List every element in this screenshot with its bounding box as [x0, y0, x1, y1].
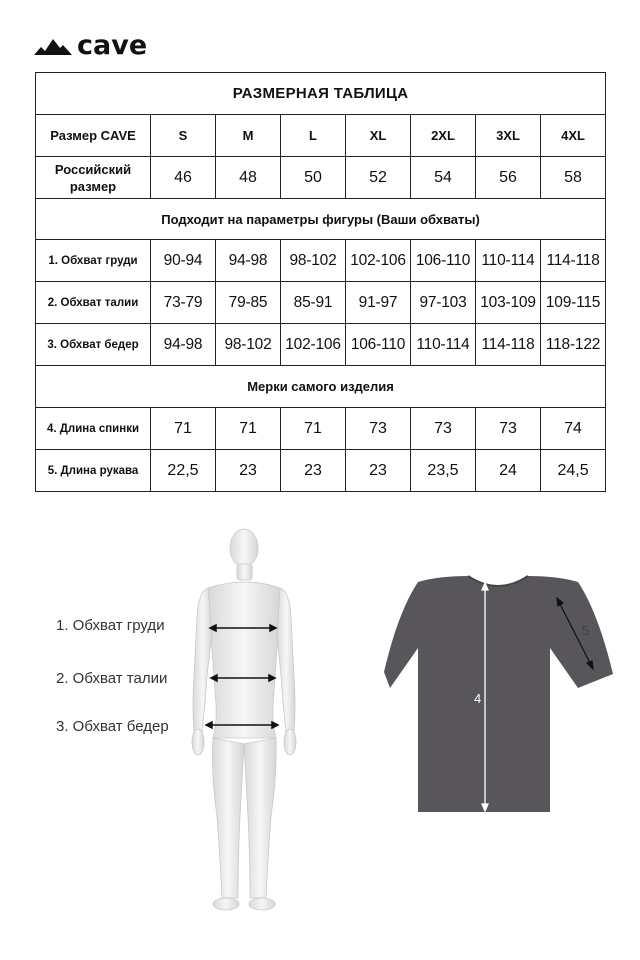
measure-cell: 90-94: [151, 240, 216, 282]
legend-hips: 3. Обхват бедер: [56, 718, 169, 735]
table-row: [36, 324, 606, 366]
measure-label: 3. Обхват бедер: [36, 324, 151, 366]
mountain-icon: [34, 35, 72, 57]
measure-cell: 106-110: [346, 324, 411, 366]
legend-chest: 1. Обхват груди: [56, 617, 165, 634]
measure-cell: 110-114: [476, 240, 541, 282]
measure-label: 4. Длина спинки: [36, 408, 151, 450]
measure-cell: 71: [281, 408, 346, 450]
tshirt-shape: [384, 576, 613, 812]
measure-cell: 102-106: [281, 324, 346, 366]
ru-size-cell: 52: [346, 157, 411, 199]
ru-size-cell: 46: [151, 157, 216, 199]
brand-logo: [34, 30, 148, 61]
measure-cell: 98-102: [216, 324, 281, 366]
measure-cell: 114-118: [541, 240, 606, 282]
table-row: [36, 450, 606, 492]
brand-name: cave: [77, 30, 148, 61]
measure-cell: 85-91: [281, 282, 346, 324]
measure-cell: 73: [411, 408, 476, 450]
measure-cell: 73-79: [151, 282, 216, 324]
size-row: [36, 115, 606, 157]
measure-cell: 74: [541, 408, 606, 450]
mannequin-illustration: [180, 526, 310, 916]
length-label: 4: [474, 691, 482, 706]
ru-size-row: [36, 157, 606, 199]
size-cell: 4XL: [541, 115, 606, 157]
measure-cell: 94-98: [216, 240, 281, 282]
size-row-label: Размер CAVE: [36, 115, 151, 157]
ru-size-cell: 48: [216, 157, 281, 199]
ru-size-cell: 58: [541, 157, 606, 199]
measure-cell: 109-115: [541, 282, 606, 324]
garment-section-title: Мерки самого изделия: [36, 366, 606, 408]
ru-size-cell: 50: [281, 157, 346, 199]
measure-cell: 94-98: [151, 324, 216, 366]
measure-cell: 98-102: [281, 240, 346, 282]
measure-cell: 110-114: [411, 324, 476, 366]
body-section-title: Подходит на параметры фигуры (Ваши обхваты): [36, 199, 606, 240]
measure-cell: 23,5: [411, 450, 476, 492]
size-cell: M: [216, 115, 281, 157]
measure-cell: 79-85: [216, 282, 281, 324]
size-cell: L: [281, 115, 346, 157]
size-cell: 2XL: [411, 115, 476, 157]
measure-cell: 24,5: [541, 450, 606, 492]
measure-cell: 23: [281, 450, 346, 492]
measure-cell: 91-97: [346, 282, 411, 324]
table-row: [36, 240, 606, 282]
measure-cell: 118-122: [541, 324, 606, 366]
ru-size-row-label: Российский размер: [36, 157, 151, 199]
size-table: [35, 72, 606, 492]
measure-cell: 73: [346, 408, 411, 450]
table-row: [36, 408, 606, 450]
measure-cell: 97-103: [411, 282, 476, 324]
table-title: РАЗМЕРНАЯ ТАБЛИЦА: [36, 73, 606, 115]
measure-cell: 22,5: [151, 450, 216, 492]
measure-cell: 103-109: [476, 282, 541, 324]
size-cell: S: [151, 115, 216, 157]
ru-size-cell: 54: [411, 157, 476, 199]
ru-size-cell: 56: [476, 157, 541, 199]
measure-cell: 114-118: [476, 324, 541, 366]
measure-cell: 24: [476, 450, 541, 492]
measure-label: 1. Обхват груди: [36, 240, 151, 282]
measure-label: 5. Длина рукава: [36, 450, 151, 492]
measure-cell: 102-106: [346, 240, 411, 282]
measure-cell: 71: [151, 408, 216, 450]
table-row: [36, 282, 606, 324]
legend-waist: 2. Обхват талии: [56, 670, 168, 687]
sleeve-label: 5: [582, 623, 590, 638]
measure-cell: 23: [346, 450, 411, 492]
size-cell: XL: [346, 115, 411, 157]
measure-label: 2. Обхват талии: [36, 282, 151, 324]
measure-cell: 106-110: [411, 240, 476, 282]
size-cell: 3XL: [476, 115, 541, 157]
measure-cell: 23: [216, 450, 281, 492]
measure-cell: 73: [476, 408, 541, 450]
measure-cell: 71: [216, 408, 281, 450]
tshirt-illustration: [378, 572, 618, 822]
